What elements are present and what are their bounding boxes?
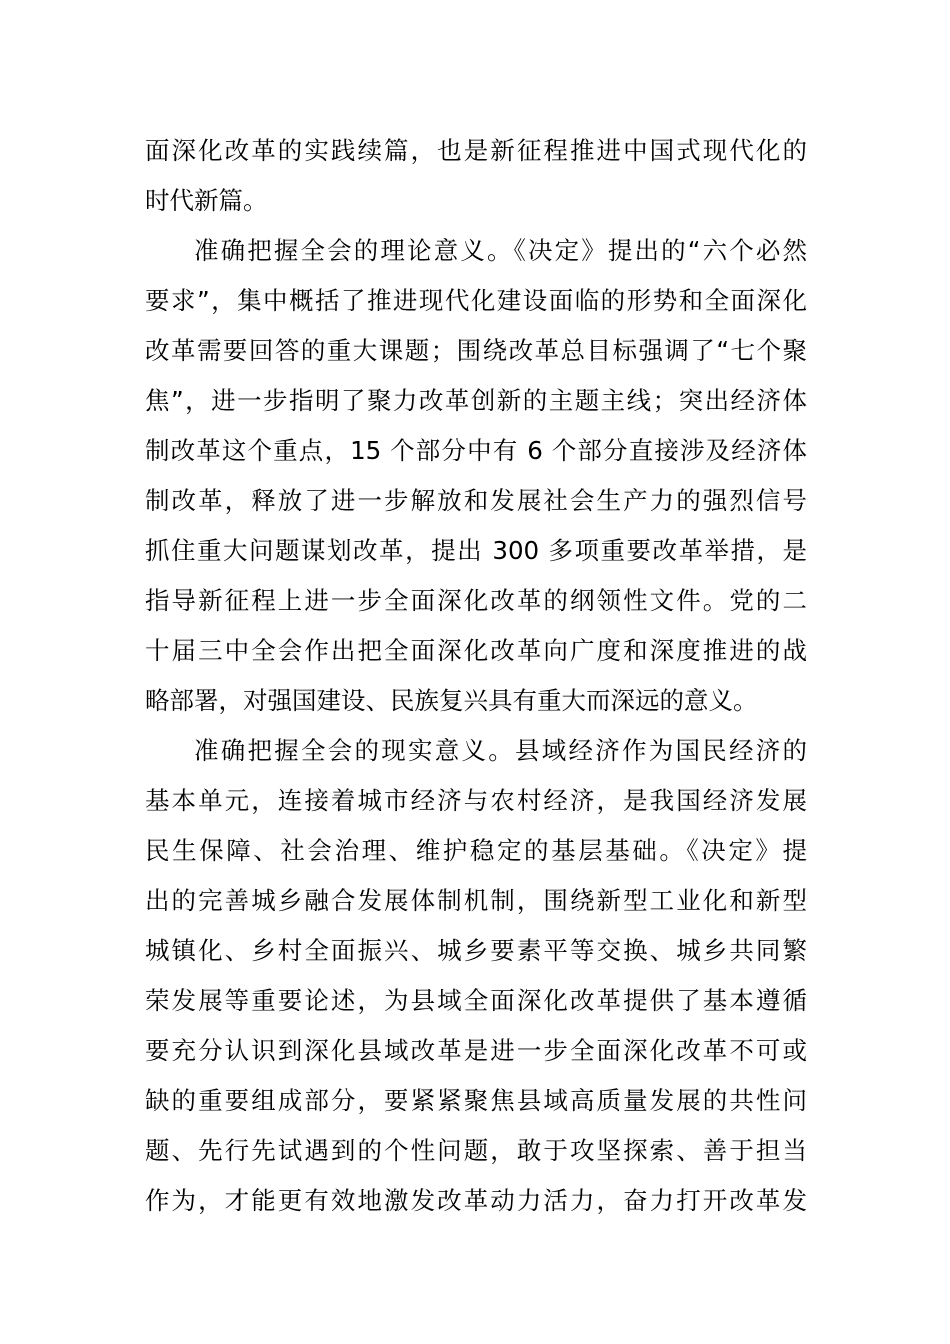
text-line-21: 题、先行先试遇到的个性问题，敢于攻坚探索、善于担当 bbox=[145, 1136, 807, 1165]
document-page bbox=[145, 126, 807, 1226]
paragraph-heading-theory: 准确把握全会的理论意义。《决定》提出的“六个必然 bbox=[194, 236, 807, 265]
text-line-7: 制改革这个重点，15 个部分中有 6 个部分直接涉及经济体 bbox=[145, 436, 807, 465]
text-line-6: 焦”，进一步指明了聚力改革创新的主题主线；突出经济体 bbox=[145, 386, 807, 415]
text-line-10: 指导新征程上进一步全面深化改革的纲领性文件。党的二 bbox=[145, 586, 807, 615]
text-line-17: 城镇化、乡村全面振兴、城乡要素平等交换、城乡共同繁 bbox=[145, 936, 807, 965]
text-line-4: 要求”，集中概括了推进现代化建设面临的形势和全面深化 bbox=[145, 286, 807, 315]
text-line-16: 出的完善城乡融合发展体制机制，围绕新型工业化和新型 bbox=[145, 886, 807, 915]
text-line-9: 抓住重大问题谋划改革，提出 300 多项重要改革举措，是 bbox=[145, 536, 807, 565]
text-line-11: 十届三中全会作出把全面深化改革向广度和深度推进的战 bbox=[145, 636, 807, 665]
text-line-12: 略部署，对强国建设、民族复兴具有重大而深远的意义。 bbox=[145, 686, 758, 715]
text-line-19: 要充分认识到深化县域改革是进一步全面深化改革不可或 bbox=[145, 1036, 807, 1065]
text-line-2: 时代新篇。 bbox=[145, 186, 268, 215]
text-line-1: 面深化改革的实践续篇，也是新征程推进中国式现代化的 bbox=[145, 136, 807, 165]
paragraph-heading-reality: 准确把握全会的现实意义。县域经济作为国民经济的 bbox=[194, 736, 807, 765]
text-line-15: 民生保障、社会治理、维护稳定的基层基础。《决定》提 bbox=[145, 836, 807, 865]
text-line-5: 改革需要回答的重大课题；围绕改革总目标强调了“七个聚 bbox=[145, 336, 807, 365]
text-line-8: 制改革，释放了进一步解放和发展社会生产力的强烈信号 bbox=[145, 486, 807, 515]
text-line-22: 作为，才能更有效地激发改革动力活力，奋力打开改革发 bbox=[145, 1186, 807, 1215]
text-line-18: 荣发展等重要论述，为县域全面深化改革提供了基本遵循 bbox=[145, 986, 807, 1015]
text-line-14: 基本单元，连接着城市经济与农村经济，是我国经济发展 bbox=[145, 786, 807, 815]
text-line-20: 缺的重要组成部分，要紧紧聚焦县域高质量发展的共性问 bbox=[145, 1086, 807, 1115]
